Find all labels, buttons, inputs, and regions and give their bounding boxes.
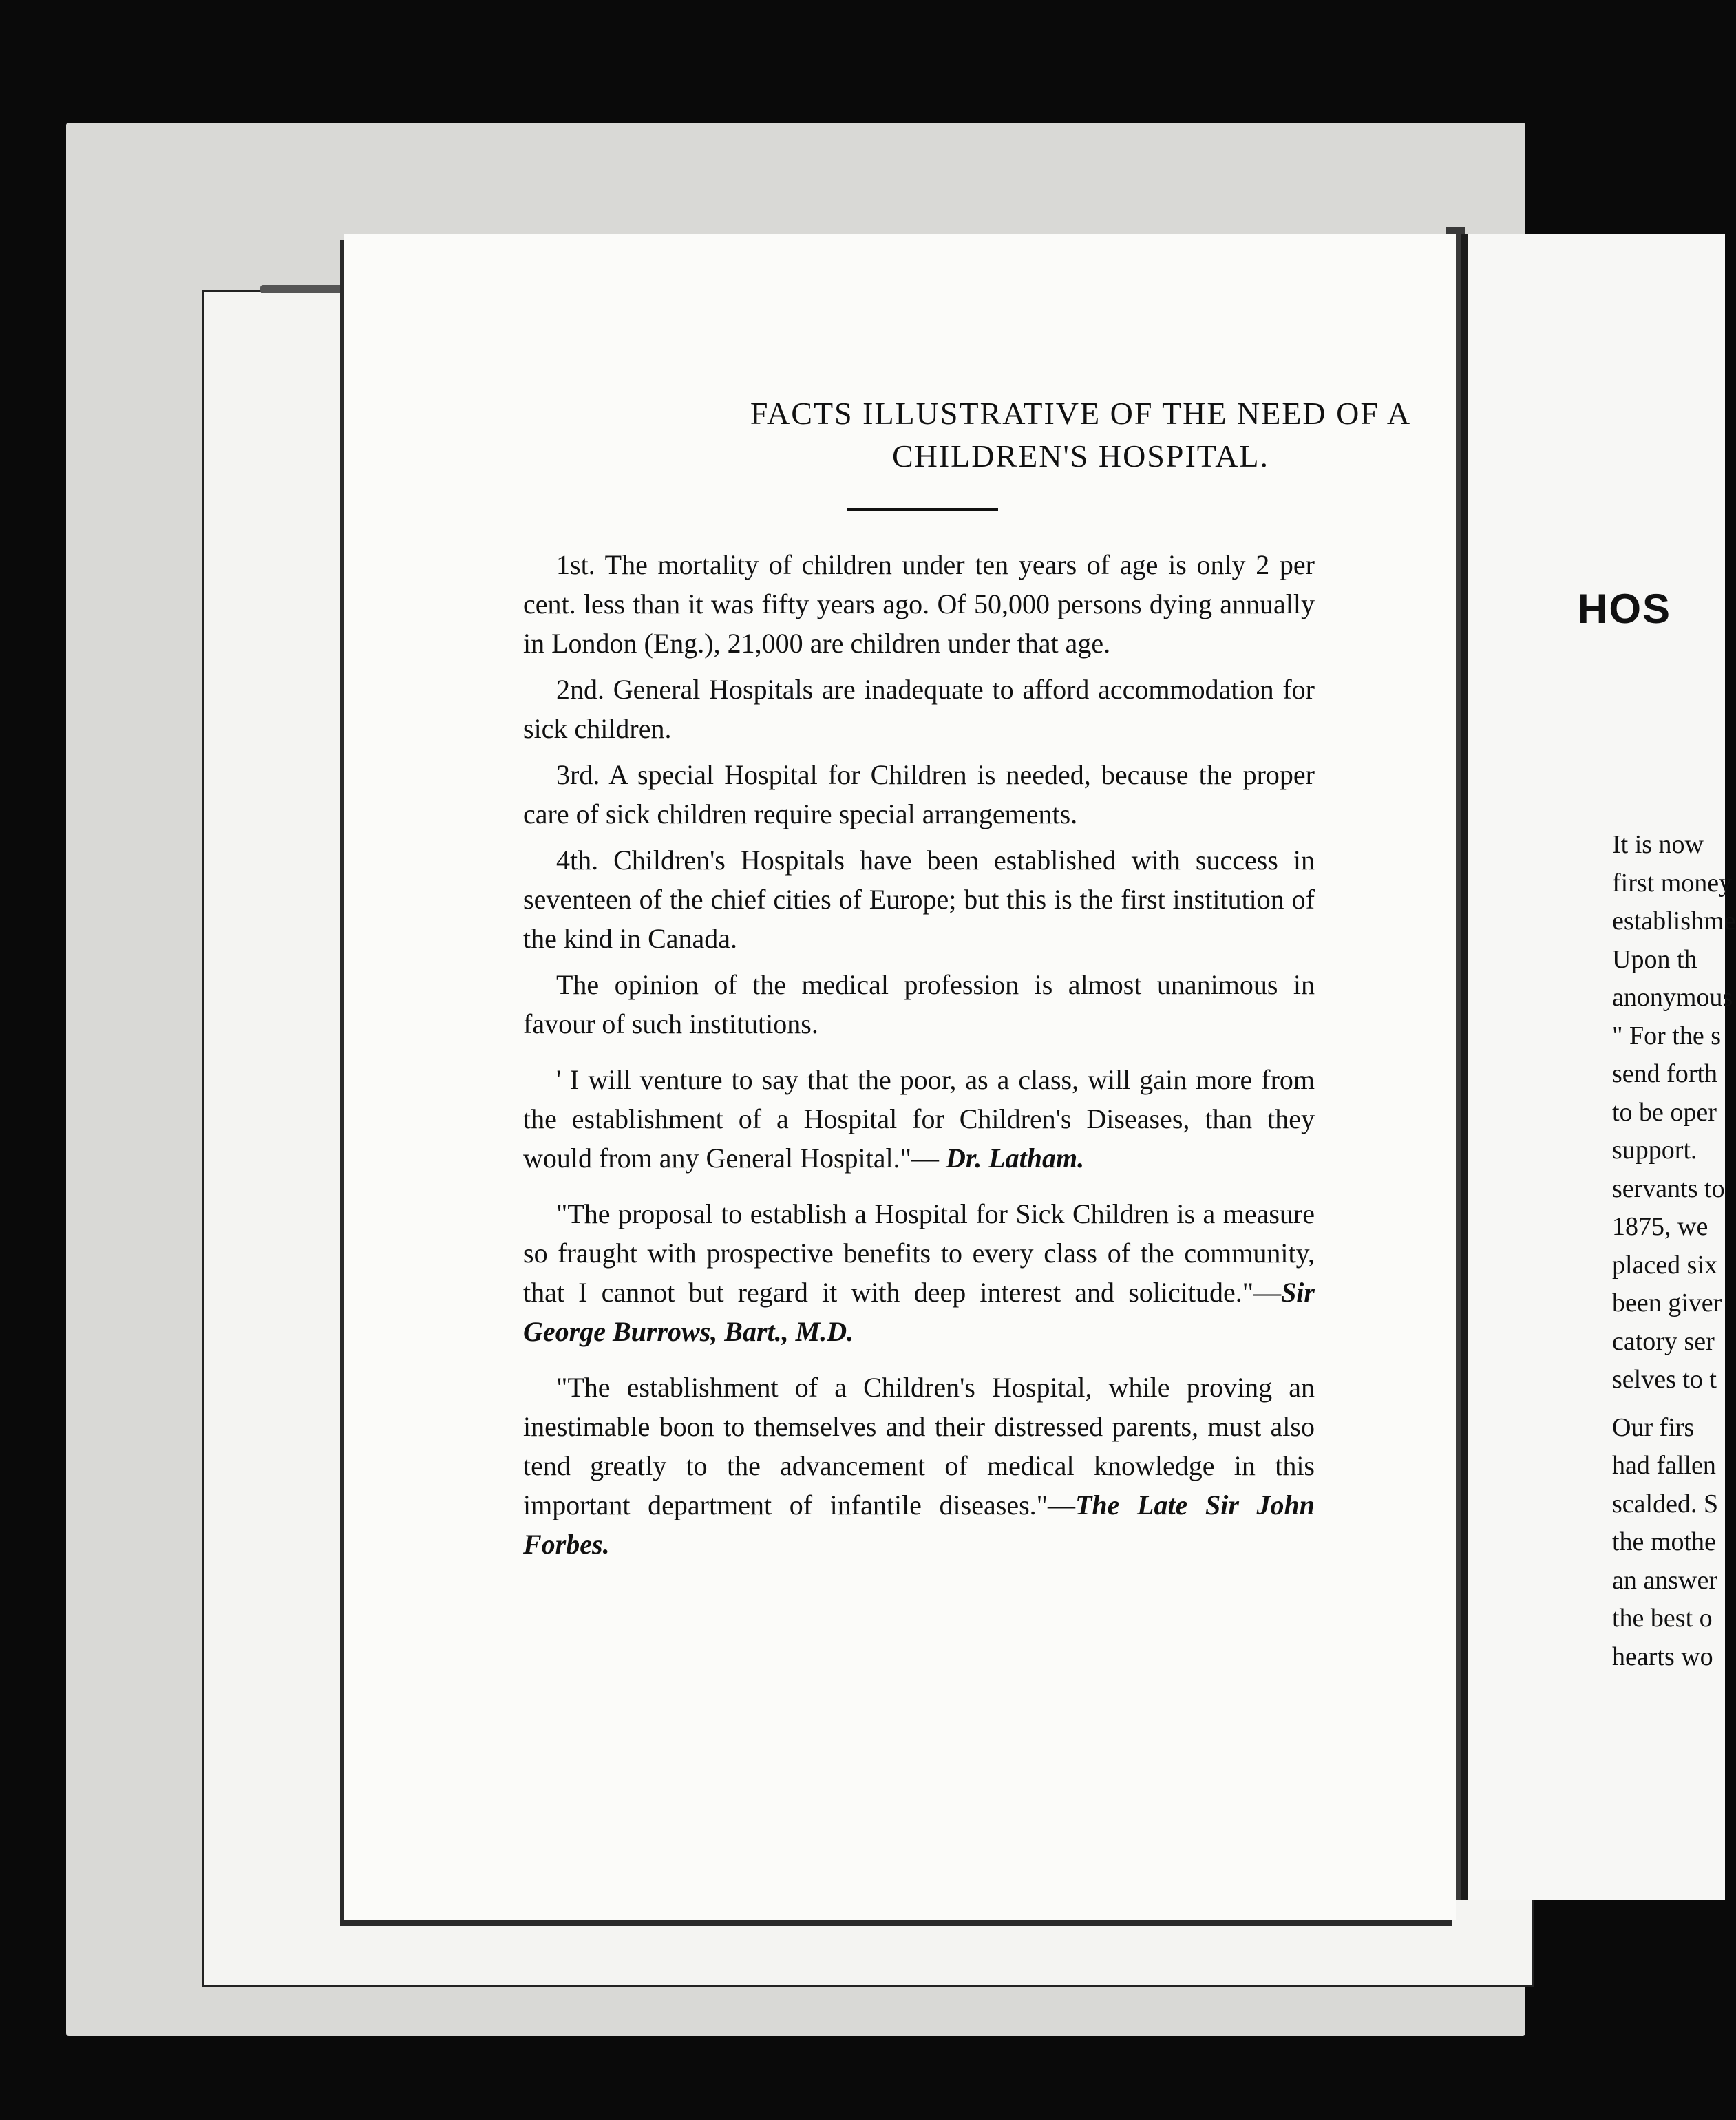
right-line: support.	[1612, 1136, 1697, 1165]
right-line: an answer	[1612, 1565, 1717, 1595]
quote-text: "The establishment of a Children's Hospital, while proving an inestimable boon to themselves and their distressed parents, must also tend greatly to the advancement of medical knowledge in this important department of infantile diseases."—	[523, 1372, 1315, 1520]
right-page-heading: HOS	[1578, 586, 1672, 632]
right-line: " For the s	[1612, 1021, 1722, 1050]
binding-pin	[260, 285, 343, 293]
right-line: establishme	[1612, 907, 1736, 935]
right-line: the best o	[1612, 1604, 1713, 1633]
right-line: Upon th	[1612, 944, 1697, 974]
body-text	[523, 545, 1315, 1571]
quote-text: "The proposal to establish a Hospital for Sick Children is a measure so fraught with prospective benefits to every class of the community, that I cannot but regard it with deep interest and solicitude."—	[523, 1198, 1315, 1308]
paragraph-1: 1st. The mortality of children under ten years of age is only 2 per cent. less than it was fifty years ago. Of 50,000 persons dying annually in London (Eng.), 21,000 are children under that age.	[523, 549, 1315, 659]
right-line: servants to	[1612, 1174, 1725, 1203]
right-line: hearts wo	[1612, 1642, 1713, 1671]
right-line: anonymous	[1612, 983, 1733, 1012]
right-line: It is now	[1612, 830, 1704, 859]
right-line: the mothe	[1612, 1527, 1716, 1556]
right-line: 1875, we	[1612, 1212, 1708, 1241]
paragraph-5: The opinion of the medical profession is almost unanimous in favour of such institutions.	[523, 969, 1315, 1039]
right-line: had fallen	[1612, 1451, 1716, 1480]
right-line: selves to t	[1612, 1365, 1717, 1394]
paragraph-3: 3rd. A special Hospital for Children is needed, because the proper care of sick children require special arrangements.	[523, 759, 1315, 829]
right-line: send forth	[1612, 1059, 1718, 1088]
title-line-2: CHILDREN'S HOSPITAL.	[891, 438, 1270, 474]
right-line: scalded. S	[1612, 1489, 1719, 1518]
quote-author: Sir George Burrows, Bart., M.D.	[523, 1277, 1315, 1347]
paragraph-2: 2nd. General Hospitals are inadequate to afford accommodation for sick children.	[523, 674, 1315, 744]
title-divider	[847, 508, 998, 511]
main-page	[344, 234, 1456, 1920]
right-line: placed six	[1612, 1250, 1718, 1280]
quote-latham	[523, 1060, 1315, 1178]
title-line-1: FACTS ILLUSTRATIVE OF THE NEED OF A	[750, 396, 1412, 431]
right-line: first money	[1612, 868, 1733, 898]
paragraph-4: 4th. Children's Hospitals have been established with success in seventeen of the chief cities of Europe; but this is the first institution of the kind in Canada.	[523, 845, 1315, 954]
quote-text: ' I will venture to say that the poor, as a class, will gain more from the establishment of a Hospital for Children's Diseases, than they would from any General Hospital."—	[523, 1064, 1315, 1174]
page-title	[551, 392, 1611, 478]
right-line: been giver	[1612, 1289, 1722, 1317]
right-line: catory ser	[1612, 1326, 1715, 1356]
quote-forbes	[523, 1368, 1315, 1564]
right-line: to be oper	[1612, 1097, 1717, 1127]
quote-author: The Late Sir John Forbes.	[523, 1490, 1315, 1560]
quote-author: Dr. Latham.	[945, 1143, 1085, 1174]
quote-burrows	[523, 1194, 1315, 1351]
right-page-text	[1612, 826, 1736, 1676]
right-page	[1461, 234, 1736, 1900]
right-line: Our firs	[1612, 1412, 1695, 1442]
